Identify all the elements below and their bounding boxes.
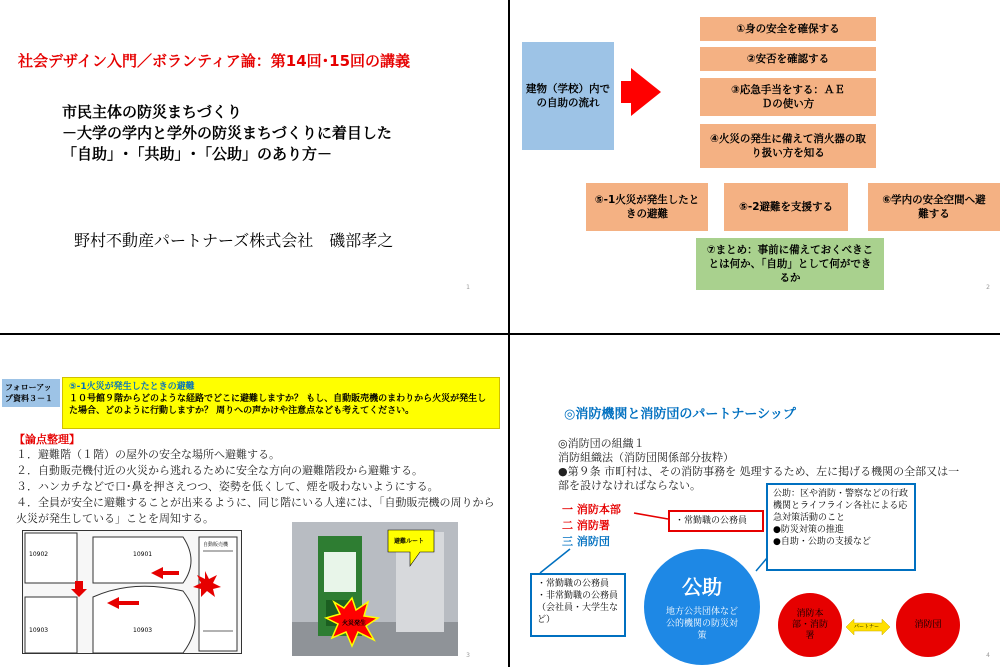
partnership-title: ◎消防機関と消防団のパートナーシップ [564, 407, 796, 422]
slide-1 [0, 0, 508, 333]
question-box [62, 377, 500, 429]
room-label: 10903 [133, 627, 153, 634]
page-number: 3 [466, 652, 470, 659]
slide-2 [510, 0, 1000, 333]
public-help-callout: 公助：区や消防・警察などの行政機関とライフライン各社による応急対策活動のこと ●防災対策の推進 ●自助・公助の支援など [766, 483, 916, 571]
flow-arrow-icon [631, 68, 661, 116]
org-fire-brigade: 三 消防団 [562, 535, 610, 548]
lecture-title: 社会デザイン入門／ボランティア論：第14回･15回の講義 [18, 52, 411, 70]
step-2-box: ②安否を確認する [700, 47, 876, 71]
point-item: ３．ハンカチなどで口･鼻を押さえつつ、姿勢を低くして、煙を吸わないようにする。 [16, 480, 439, 493]
page-number: 2 [986, 284, 990, 291]
slide-3 [0, 335, 508, 667]
step-3-box: ③応急手当をする：ＡＥＤの使い方 [700, 78, 876, 116]
step-1-box: ①身の安全を確保する [700, 17, 876, 41]
body-line: 消防組織法（消防団関係部分抜粋） [558, 451, 734, 464]
org-fire-station: 二 消防署 [562, 519, 610, 532]
subtitle-line: 市民主体の防災まちづくり [62, 103, 242, 121]
step-4-box: ④火災の発生に備えて消火器の取り扱い方を知る [700, 124, 876, 168]
brigade-callout: ・常勤職の公務員 ・非常勤職の公務員（会社員・大学生など） [530, 573, 626, 637]
fire-brigade-circle: 消防団 [896, 593, 960, 657]
step-7-summary-box: ⑦まとめ：事前に備えておくべきことは何か、「自助」として何ができるか [696, 238, 884, 290]
body-line: ●第９条 市町村は、その消防事務を 処理するため、左に掲げる機関の全部又は一部を設けなければならない。 [558, 465, 960, 492]
fire-dept-circle: 消防本部・消防署 [778, 593, 842, 657]
page-number: 1 [466, 284, 470, 291]
followup-tag: フォローアップ資料３－１ [2, 379, 60, 407]
hallway-photo-drawing [292, 522, 458, 656]
body-line: ◎消防団の組織１ [558, 437, 645, 450]
points-list [16, 447, 496, 527]
public-help-label: 公助 [682, 575, 722, 599]
points-heading: 【論点整理】 [14, 433, 80, 446]
hallway-photo [292, 522, 458, 656]
lecture-subtitle [62, 102, 392, 165]
route-label: 避難ルート [394, 538, 425, 545]
floor-plan [22, 530, 242, 654]
public-help-circle [644, 549, 760, 665]
point-item: １．避難階（１階）の屋外の安全な場所へ避難する。 [16, 448, 280, 461]
vending-machine-label: 自動販売機 [203, 542, 229, 548]
point-item: ４．全員が安全に避難することが出来るように、同じ階にいる人達には、「自動販売機の周りから火災が発生している」ことを周知する。 [16, 496, 495, 525]
author-name: 野村不動産パートナーズ株式会社 磯部孝之 [74, 231, 394, 250]
floor-plan-drawing [23, 531, 243, 655]
org-fire-headquarters: 一 消防本部 [562, 503, 621, 516]
subtitle-line: 「自助」･「共助」･「公助」のあり方－ [62, 145, 333, 163]
question-text: １０号館９階からどのような経路でどこに避難しますか？ もし、自動販売機のまわりから火災が発生した場合、どのように行動しますか？ 周りへの声かけや注意点なども考えてください。 [69, 394, 487, 416]
slide-4 [510, 335, 1000, 667]
question-title: ⑤-1火災が発生したときの避難 [69, 382, 195, 392]
page-number: 4 [986, 652, 990, 659]
step-5-2-box: ⑤-2避難を支援する [724, 183, 848, 231]
flow-label-box: 建物（学校）内での自助の流れ [522, 42, 614, 150]
fire-label: 火災発生 [342, 620, 367, 627]
point-item: ２．自動販売機付近の火災から逃れるために安全な方向の避難階段から避難する。 [16, 464, 423, 477]
room-label: 10901 [133, 551, 153, 558]
public-help-desc: 地方公共団体など公的機関の防災対策 [665, 607, 738, 641]
step-5-1-box: ⑤-1火災が発生したときの避難 [586, 183, 708, 231]
subtitle-line: －大学の学内と学外の防災まちづくりに着目した [62, 124, 392, 142]
step-6-box: ⑥学内の安全空間へ避難する [868, 183, 1000, 231]
room-label: 10902 [29, 551, 49, 558]
room-label: 10903 [29, 627, 49, 634]
full-time-callout: ・常勤職の公務員 [668, 510, 764, 532]
partner-label: パートナー [854, 624, 880, 630]
